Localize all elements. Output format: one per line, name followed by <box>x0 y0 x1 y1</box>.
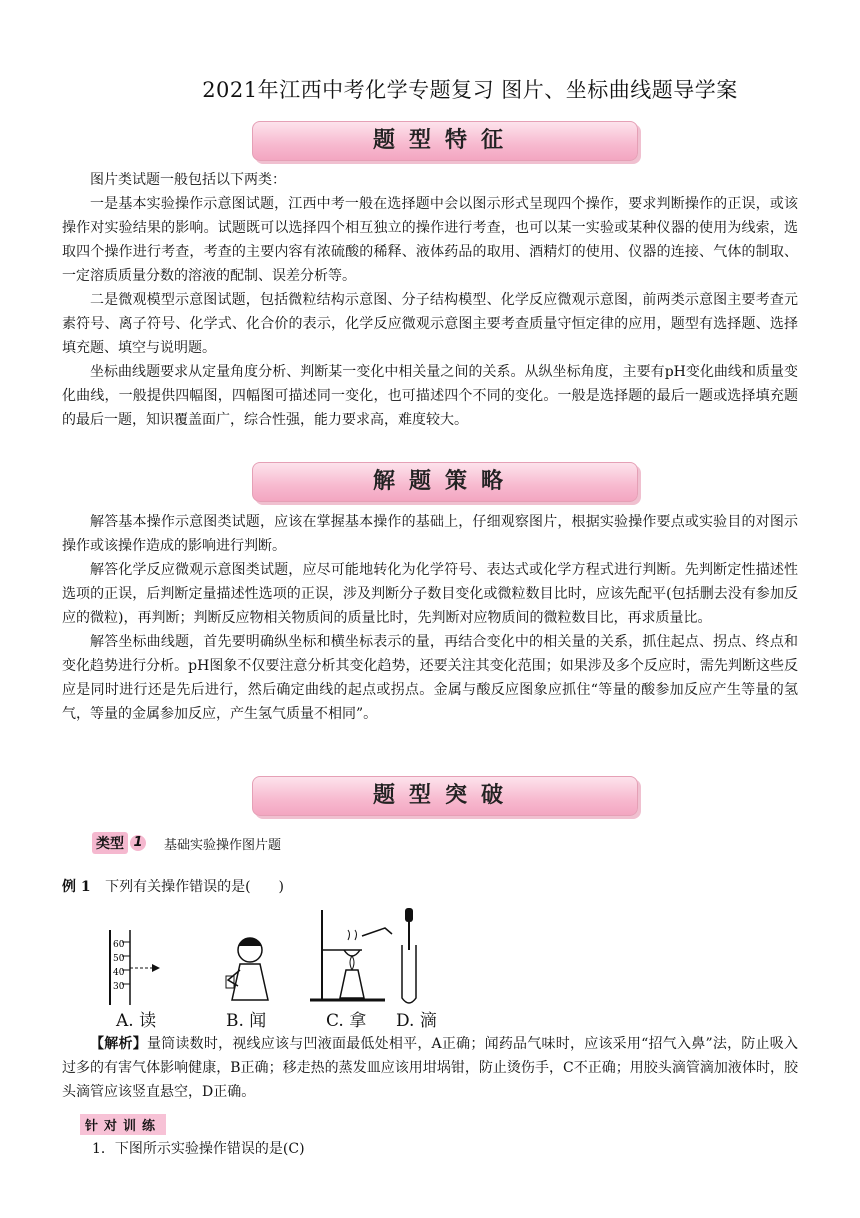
type-label: 类型 <box>92 832 128 854</box>
scale-tick: 40 <box>113 968 125 978</box>
dropper-test-tube-drawing <box>402 908 416 1003</box>
figure-label-a: A. 读 <box>116 1011 157 1031</box>
scale-tick: 50 <box>113 954 125 964</box>
page-title: 2021年江西中考化学专题复习 图片、坐标曲线题导学案 <box>202 78 738 102</box>
training-question-1: 1．下图所示实验操作错误的是(C) <box>92 1141 305 1157</box>
analysis-body: 量筒读数时，视线应该与凹液面最低处相平，A正确；闻药品气味时，应该采用“招气入鼻”法，防止吸入过多的有害气体影响健康，B正确；移走热的蒸发皿应该用坩埚钳，防止烫伤手，C不正确；用胶头滴管滴加液体时，胶头滴管应该竖直悬空，D正确。 <box>62 1036 798 1100</box>
features-paragraph: 一是基本实验操作示意图试题，江西中考一般在选择题中会以图示形式呈现四个操作，要求判断操作的正误，或该操作对实验结果的影响。试题既可以选择四个相互独立的操作进行考查，也可以某一实验或某种仪器的使用为线索，选取四个操作进行考查，考查的主要内容有浓硫酸的稀释、液体药品的取用、酒精灯的使用、仪器的连接、气体的制取、一定溶质质量分数的溶液的配制、误差分析等。 <box>62 196 798 284</box>
figure-label-d: D. 滴 <box>396 1011 437 1031</box>
training-label: 针对训练 <box>80 1114 166 1135</box>
analysis-label: 【解析】 <box>90 1036 147 1052</box>
section-banner-breakthrough: 题型突破 <box>252 776 638 816</box>
graduated-cylinder-drawing <box>110 930 160 1005</box>
example-question-text: 下列有关操作错误的是( ) <box>105 879 285 895</box>
type-name: 基础实验操作图片题 <box>164 837 282 853</box>
example-label: 例 1 <box>62 879 91 895</box>
type-tag <box>92 832 281 854</box>
scale-tick: 30 <box>113 982 125 992</box>
strategy-paragraph: 解答坐标曲线题，首先要明确纵坐标和横坐标表示的量，再结合变化中的相关量的关系，抓住起点、拐点、终点和变化趋势进行分析。pH图象不仅要注意分析其变化趋势，还要关注其变化范围；如果涉及多个反应时，需先判断这些反应是同时进行还是先后进行，然后确定曲线的起点或拐点。金属与酸反应图象应抓住“等量的酸参加反应产生等量的氢气，等量的金属参加反应，产生氢气质量不相同”。 <box>62 634 798 722</box>
strategy-paragraph: 解答基本操作示意图类试题，应该在掌握基本操作的基础上，仔细观察图片，根据实验操作要点或实验目的对图示操作或该操作造成的影响进行判断。 <box>62 514 798 554</box>
figure-label-b: B. 闻 <box>226 1011 267 1031</box>
strategy-text <box>62 510 798 726</box>
features-paragraph: 图片类试题一般包括以下两类： <box>90 172 286 188</box>
section-banner-features: 题型特征 <box>252 121 638 161</box>
ring-stand-drawing <box>310 910 392 1000</box>
features-text <box>62 168 798 432</box>
example-question <box>62 876 284 896</box>
features-paragraph: 二是微观模型示意图试题，包括微粒结构示意图、分子结构模型、化学反应微观示意图，前两类示意图主要考查元素符号、离子符号、化学式、化合价的表示，化学反应微观示意图主要考查质量守恒定律的应用，题型有选择题、选择填充题、填空与说明题。 <box>62 292 798 356</box>
person-smelling-drawing <box>226 938 268 1000</box>
type-number: 1 <box>130 835 146 851</box>
features-paragraph: 坐标曲线题要求从定量角度分析、判断某一变化中相关量之间的关系。从纵坐标角度，主要有pH变化曲线和质量变化曲线，一般提供四幅图，四幅图可描述同一变化，也可描述四个不同的变化。一般是选择题的最后一题或选择填充题的最后一题，知识覆盖面广，综合性强，能力要求高，难度较大。 <box>62 364 798 428</box>
analysis-text <box>62 1032 798 1104</box>
section-banner-strategy: 解题策略 <box>252 462 638 502</box>
figure-label-c: C. 拿 <box>326 1011 367 1031</box>
strategy-paragraph: 解答化学反应微观示意图类试题，应尽可能地转化为化学符号、表达式或化学方程式进行判断。先判断定性描述性选项的正误，后判断定量描述性选项的正误，涉及判断分子数目变化或微粒数目比时，应该先配平(包括删去没有参加反应的微粒)，再判断；判断反应物相关物质间的质量比时，先判断对应物质间的微粒数目比，再求质量比。 <box>62 562 798 626</box>
scale-tick: 60 <box>113 940 125 950</box>
